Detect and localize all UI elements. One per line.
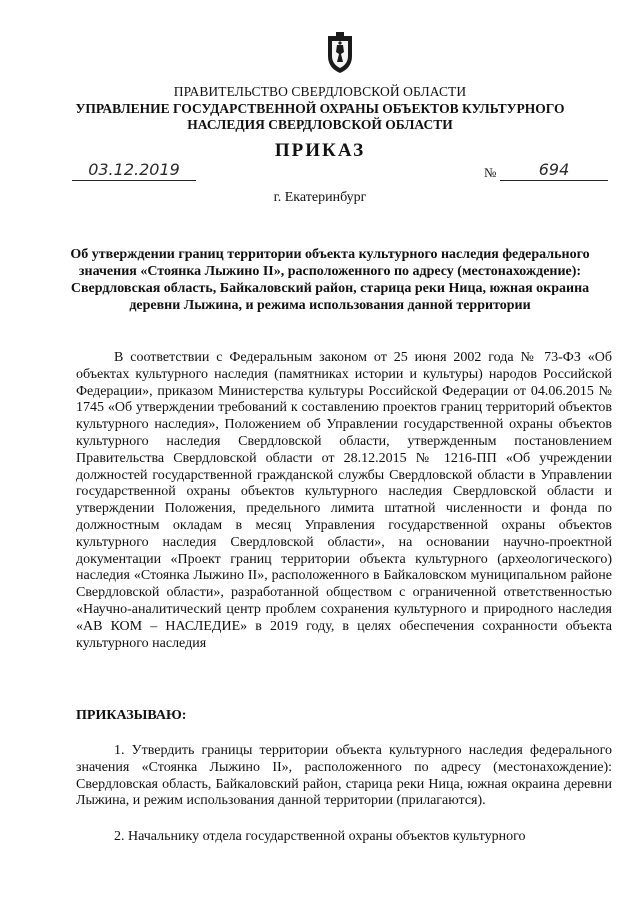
order-item-2: 2. Начальнику отдела государственной охраны объектов культурного: [114, 829, 526, 844]
department-name: УПРАВЛЕНИЕ ГОСУДАРСТВЕННОЙ ОХРАНЫ ОБЪЕКТОВ КУЛЬТУРНОГО НАСЛЕДИЯ СВЕРДЛОВСКОЙ ОБЛАСТИ: [75, 101, 565, 132]
order-number: 694: [500, 160, 608, 181]
order-date: 03.12.2019: [72, 160, 196, 181]
city: г. Екатеринбург: [273, 190, 367, 205]
order-item-1: 1. Утвердить границы территории объекта культурного наследия федерального значения «Стоянка Лыжино II», расположенного по адресу (местонахождение): Свердловская область, Байкаловский район, старица реки Ница, южная окраина деревни Лыжина, и режим использования данной территории (прилагаются).: [76, 743, 612, 809]
coat-of-arms-icon: [326, 32, 354, 74]
number-sign: №: [484, 165, 497, 180]
government-name: ПРАВИТЕЛЬСТВО СВЕРДЛОВСКОЙ ОБЛАСТИ: [173, 84, 467, 99]
order-subject: Об утверждении границ территории объекта культурного наследия федерального значения «Стоянка Лыжино II», расположенного по адресу (местонахождение): Свердловская область, Байкаловский район, старица реки Ница, южная окраина деревни Лыжина, и режима использования данной территории: [70, 247, 590, 313]
order-word: ПРИКАЗЫВАЮ:: [76, 708, 187, 723]
document-type-title: ПРИКАЗ: [274, 140, 366, 161]
preamble-paragraph: В соответствии с Федеральным законом от 25 июня 2002 года № 73-ФЗ «Об объектах культурного наследия (памятниках истории и культуры) народов Российской Федерации», приказом Министерства культуры Российской Федерации от 04.06.2015 № 1745 «Об утверждении требований к составлению проектов границ территорий объектов культурного наследия», Положением об Управлении государственной охраны объектов культурного наследия Свердловской области, утвержденным постановлением Правительства Свердловской области от 28.12.2015 № 1216-ПП «Об учреждении должностей государственной гражданской службы Свердловской области в Управлении государственной охраны объектов культурного наследия Свердловской области и утверждении Положения, предельного лимита штатной численности и фонда по должностным окладам в месяц Управления государственной охраны объектов культурного наследия Свердловской области», на основании научно-проектной документации «Проект границ территории объекта культурного (археологического) наследия «Стоянка Лыжино II», расположенного в Байкаловском муниципальном районе Свердловской области», разработанной обществом с ограниченной ответственностью «Научно-аналитический центр проблем сохранения культурного и природного наследия «АВ КОМ – НАСЛЕДИЕ» в 2019 году, в целях обеспечения сохранности объекта культурного наследия: [76, 350, 612, 651]
